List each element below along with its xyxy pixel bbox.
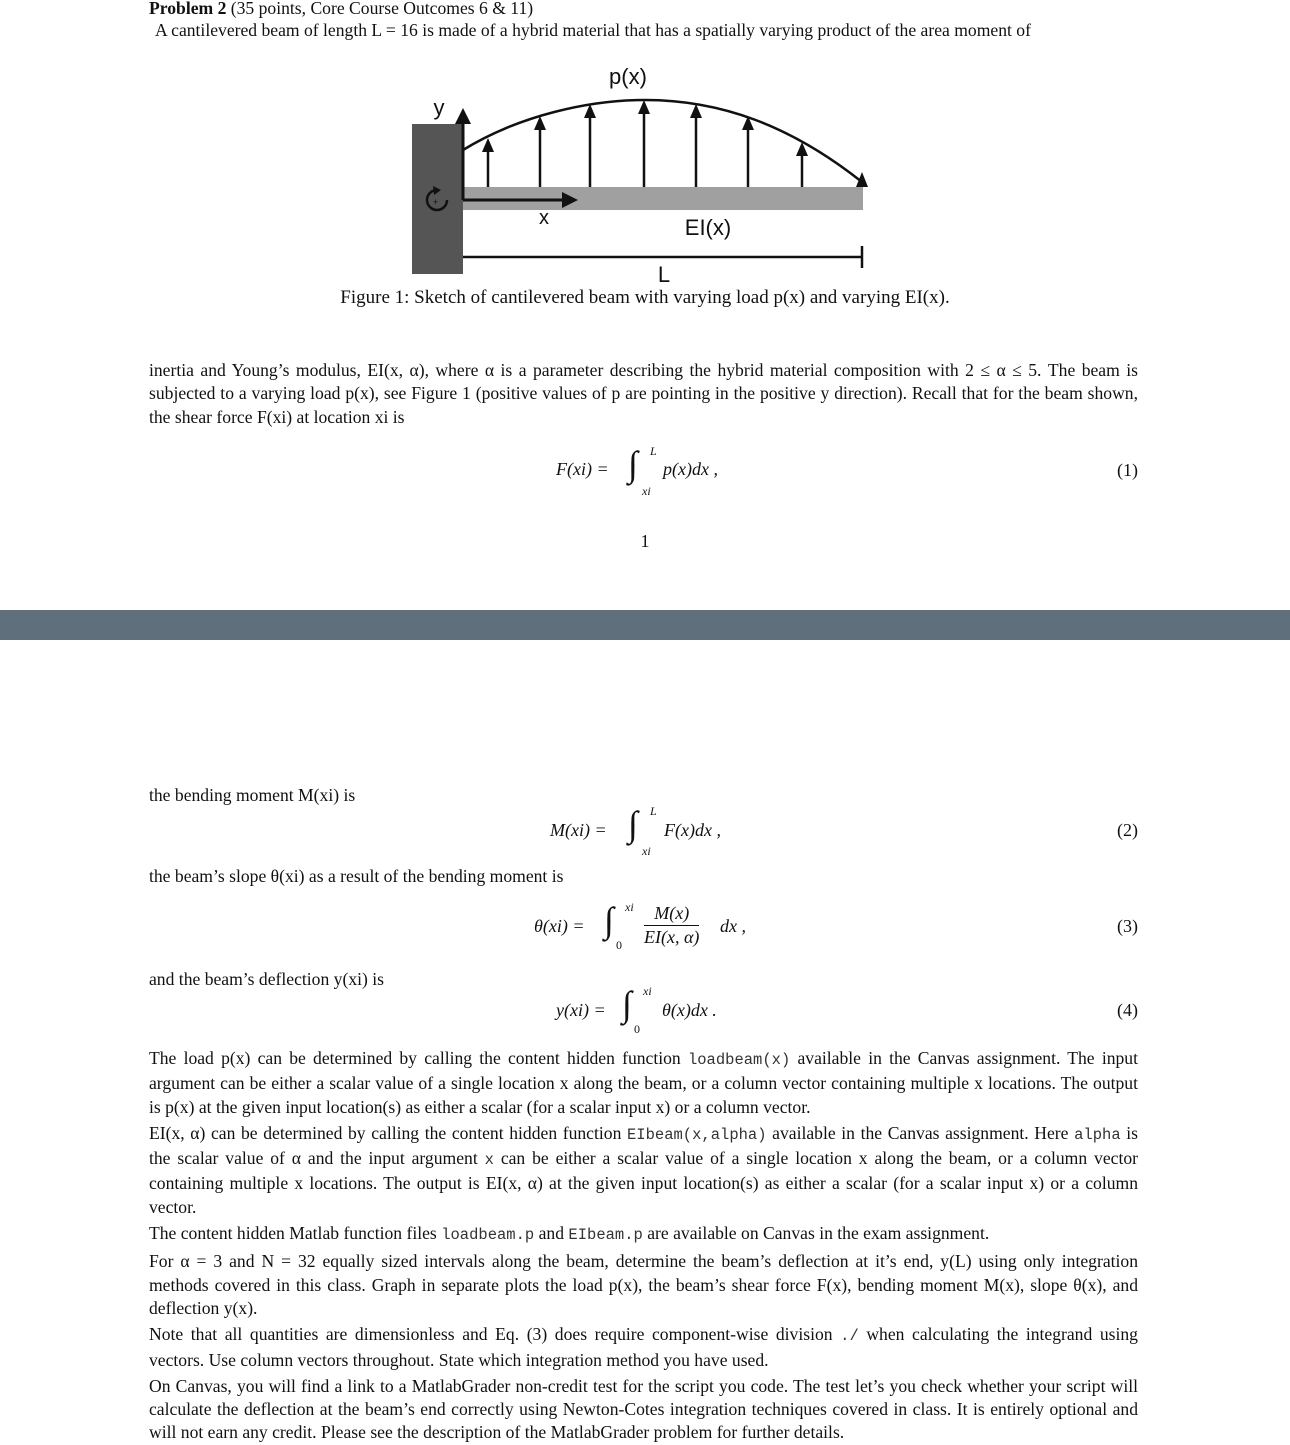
equation-2 bbox=[550, 806, 770, 866]
x-axis-label: x bbox=[539, 207, 549, 229]
equation-4 bbox=[556, 986, 756, 1046]
eq1-lower-limit: xi bbox=[642, 484, 651, 498]
code-alpha: alpha bbox=[1074, 1125, 1121, 1144]
load-arrowhead bbox=[690, 104, 702, 118]
eq1-upper-limit: L bbox=[650, 444, 657, 458]
equation-3 bbox=[534, 902, 774, 962]
eq3-lhs: θ(xi) = bbox=[534, 916, 585, 936]
page-2 bbox=[0, 640, 1290, 1443]
problem-points: (35 points, Core Course Outcomes 6 & 11) bbox=[230, 0, 534, 18]
code-loadbeam: loadbeam(x) bbox=[687, 1051, 791, 1069]
eq2-lhs: M(xi) = bbox=[550, 820, 607, 840]
beam-figure bbox=[0, 0, 1290, 290]
code-x: x bbox=[484, 1151, 494, 1170]
eq3-lower-limit: 0 bbox=[616, 938, 622, 952]
body-paragraphs bbox=[149, 1047, 1138, 1445]
bending-intro: the bending moment M(xi) is bbox=[149, 785, 356, 805]
integral-sign: ∫ bbox=[628, 804, 638, 844]
paragraph-eibeam: EI(x, α) can be determined by calling the content hidden function EIbeam(x,alpha) available in the Canvas assignment. Here alpha is the scalar value of α and the input argument x can be either a scalar value of a single location x along the beam, or a column vector containing multiple x locations. The output is EI(x, α) at the given input location(s) as either a scalar (for a scalar input x) or a column vector. bbox=[149, 1122, 1138, 1217]
y-axis-arrowhead bbox=[455, 108, 471, 124]
load-arrowhead bbox=[482, 138, 494, 152]
eq1-number: (1) bbox=[1117, 460, 1138, 480]
integral-sign: ∫ bbox=[604, 900, 614, 940]
eq2-upper-limit: L bbox=[650, 804, 657, 818]
length-label: L bbox=[657, 262, 671, 287]
code-loadbeam-file: loadbeam.p bbox=[441, 1226, 535, 1245]
eq3-number: (3) bbox=[1117, 916, 1138, 936]
page-divider bbox=[0, 610, 1290, 640]
y-axis-label: y bbox=[433, 95, 445, 120]
problem-intro: A cantilevered beam of length L = 16 is made of a hybrid material that has a spatially varying product of the area moment of bbox=[155, 20, 1031, 40]
eq2-number: (2) bbox=[1117, 820, 1138, 840]
paragraph-files: The content hidden Matlab function files loadbeam.p and EIbeam.p are available on Canvas in the exam assignment. bbox=[149, 1223, 990, 1245]
eq3-dx: dx , bbox=[720, 916, 746, 936]
page-1 bbox=[0, 0, 1290, 610]
deflection-intro: and the beam’s deflection y(xi) is bbox=[149, 969, 384, 989]
paragraph-matlabgrader: On Canvas, you will find a link to a MatlabGrader non-credit test for the script you code. The test let’s you check whether your script will calculate the deflection at the beam’s end correctly using Newton-Cotes integration techniques covered in class. It is entirely optional and will not earn any credit. Please see the description of the MatlabGrader problem for further details. bbox=[149, 1375, 1138, 1443]
slope-intro: the beam’s slope θ(xi) as a result of the bending moment is bbox=[149, 866, 564, 886]
code-eibeam-file: EIbeam.p bbox=[568, 1226, 643, 1245]
eq3-denominator: EI(x, α) bbox=[644, 927, 700, 947]
eq3-fraction bbox=[644, 903, 699, 948]
load-arrows bbox=[482, 100, 868, 187]
eq1-lhs: F(xi) = bbox=[556, 459, 609, 479]
eq2-lower-limit: xi bbox=[642, 844, 651, 858]
figure-caption: Figure 1: Sketch of cantilevered beam with varying load p(x) and varying EI(x). bbox=[340, 287, 950, 308]
eq4-number: (4) bbox=[1117, 1000, 1138, 1020]
eq4-upper-limit: xi bbox=[643, 984, 652, 998]
code-eibeam: EIbeam(x,alpha) bbox=[627, 1125, 767, 1144]
eq4-lhs: y(xi) = bbox=[556, 1000, 606, 1020]
eq4-lower-limit: 0 bbox=[634, 1022, 640, 1036]
svg-text:+: + bbox=[433, 197, 439, 207]
eq1-integrand: p(x)dx , bbox=[663, 459, 718, 479]
integral-sign: ∫ bbox=[628, 444, 638, 484]
load-label: p(x) bbox=[609, 64, 647, 89]
paragraph-load: The load p(x) can be determined by calling the content hidden function loadbeam(x) available in the Canvas assignment. The input argument can be either a scalar value of a single location x along the beam, or a column vector containing multiple x locations. The output is p(x) at the given input location(s) as either a scalar (for a scalar input x) or a column vector. bbox=[149, 1048, 1138, 1117]
paragraph-note: Note that all quantities are dimensionless and Eq. (3) does require component-wise division ./ when calculating the integrand using vectors. Use column vectors throughout. State which integration method you have used. bbox=[149, 1324, 1138, 1370]
eq3-upper-limit: xi bbox=[625, 900, 634, 914]
eq2-integrand: F(x)dx , bbox=[664, 820, 721, 840]
problem-title: Problem 2 bbox=[149, 0, 227, 18]
integral-sign: ∫ bbox=[622, 984, 632, 1024]
page1-paragraph: inertia and Young’s modulus, EI(x, α), where α is a parameter describing the hybrid material composition with 2 ≤ α ≤ 5. The beam is subjected to a varying load p(x), see Figure 1 (positive values of p are pointing in the positive y direction). Recall that for the beam shown, the shear force F(xi) at location xi is bbox=[149, 360, 1138, 427]
paragraph-task: For α = 3 and N = 32 equally sized intervals along the beam, determine the beam’s deflection at it’s end, y(L) using only integration methods covered in this class. Graph in separate plots the load p(x), the beam’s shear force F(x), bending moment M(x), slope θ(x), and deflection y(x). bbox=[149, 1251, 1138, 1318]
load-arrowhead bbox=[638, 100, 650, 114]
equation-1 bbox=[556, 446, 756, 506]
ei-label: EI(x) bbox=[684, 215, 732, 240]
page-number: 1 bbox=[640, 531, 650, 551]
eq3-numerator: M(x) bbox=[644, 903, 699, 926]
code-division: ./ bbox=[840, 1327, 859, 1346]
eq4-integrand: θ(x)dx . bbox=[662, 1000, 717, 1020]
